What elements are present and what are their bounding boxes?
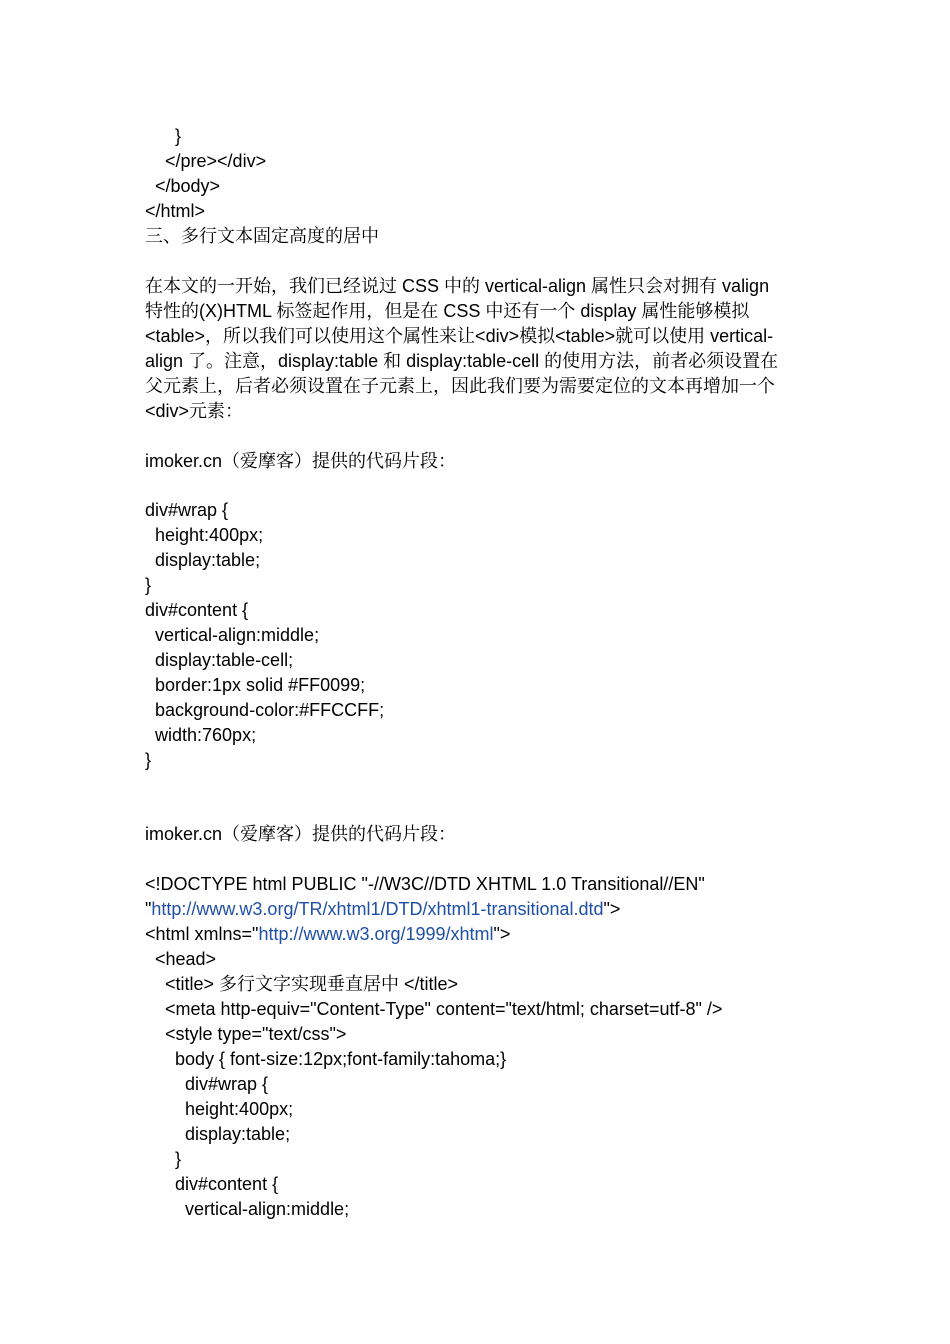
code-text: " [145, 899, 152, 919]
code-line: vertical-align:middle; [145, 625, 320, 645]
code-line: } [145, 750, 152, 770]
code-line: display:table; [145, 550, 261, 570]
code-line: vertical-align:middle; [145, 1199, 350, 1219]
code-line: <meta http-equiv="Content-Type" content="text/html; charset=utf-8" /> [145, 999, 723, 1019]
code-line: } [145, 1149, 182, 1169]
paragraph-line: <div>元素： [145, 401, 244, 421]
code-line: background-color:#FFCCFF; [145, 700, 385, 720]
code-line: div#wrap { [145, 1074, 269, 1094]
paragraph-line: align 了。注意，display:table 和 display:table-cell 的使用方法，前者必须设置在 [145, 351, 779, 371]
dtd-link[interactable]: http://www.w3.org/TR/xhtml1/DTD/xhtml1-transitional.dtd [151, 899, 604, 919]
code-line: <head> [145, 949, 217, 969]
code-line: height:400px; [145, 1099, 294, 1119]
code-line: } [145, 575, 152, 595]
code-line: display:table; [145, 1124, 291, 1144]
code-line: div#content { [145, 600, 249, 620]
code-line: height:400px; [145, 525, 264, 545]
paragraph-line: 父元素上，后者必须设置在子元素上，因此我们要为需要定位的文本再增加一个 [145, 376, 775, 396]
code-line: border:1px solid #FF0099; [145, 675, 366, 695]
code-line: </body> [145, 176, 221, 196]
code-line [145, 922, 510, 947]
code-line: </html> [145, 201, 206, 221]
code-line [145, 897, 620, 922]
code-line: width:760px; [145, 725, 257, 745]
paragraph-line: 在本文的一开始，我们已经说过 CSS 中的 vertical-align 属性只会对拥有 valign [145, 276, 770, 296]
code-line: </pre></div> [145, 151, 267, 171]
code-line: } [145, 126, 182, 146]
code-line: <title> 多行文字实现垂直居中 </title> [145, 974, 459, 994]
xhtml-namespace-link[interactable]: http://www.w3.org/1999/xhtml [258, 924, 494, 944]
section-heading: 三、多行文本固定高度的居中 [145, 226, 379, 246]
snippet-caption: imoker.cn（爱摩客）提供的代码片段： [145, 824, 457, 844]
code-line: <style type="text/css"> [145, 1024, 347, 1044]
paragraph-line: <table>，所以我们可以使用这个属性来让<div>模拟<table>就可以使用 vertical- [145, 326, 774, 346]
code-text: <html xmlns=" [145, 924, 259, 944]
code-line: body { font-size:12px;font-family:tahoma;} [145, 1049, 507, 1069]
code-text: "> [603, 899, 621, 919]
code-line: div#content { [145, 1174, 279, 1194]
paragraph-line: 特性的(X)HTML 标签起作用，但是在 CSS 中还有一个 display 属性能够模拟 [145, 301, 750, 321]
code-text: "> [493, 924, 511, 944]
code-line: div#wrap { [145, 500, 229, 520]
code-line: display:table-cell; [145, 650, 294, 670]
snippet-caption: imoker.cn（爱摩客）提供的代码片段： [145, 451, 457, 471]
code-line: <!DOCTYPE html PUBLIC "-//W3C//DTD XHTML 1.0 Transitional//EN" [145, 874, 705, 894]
